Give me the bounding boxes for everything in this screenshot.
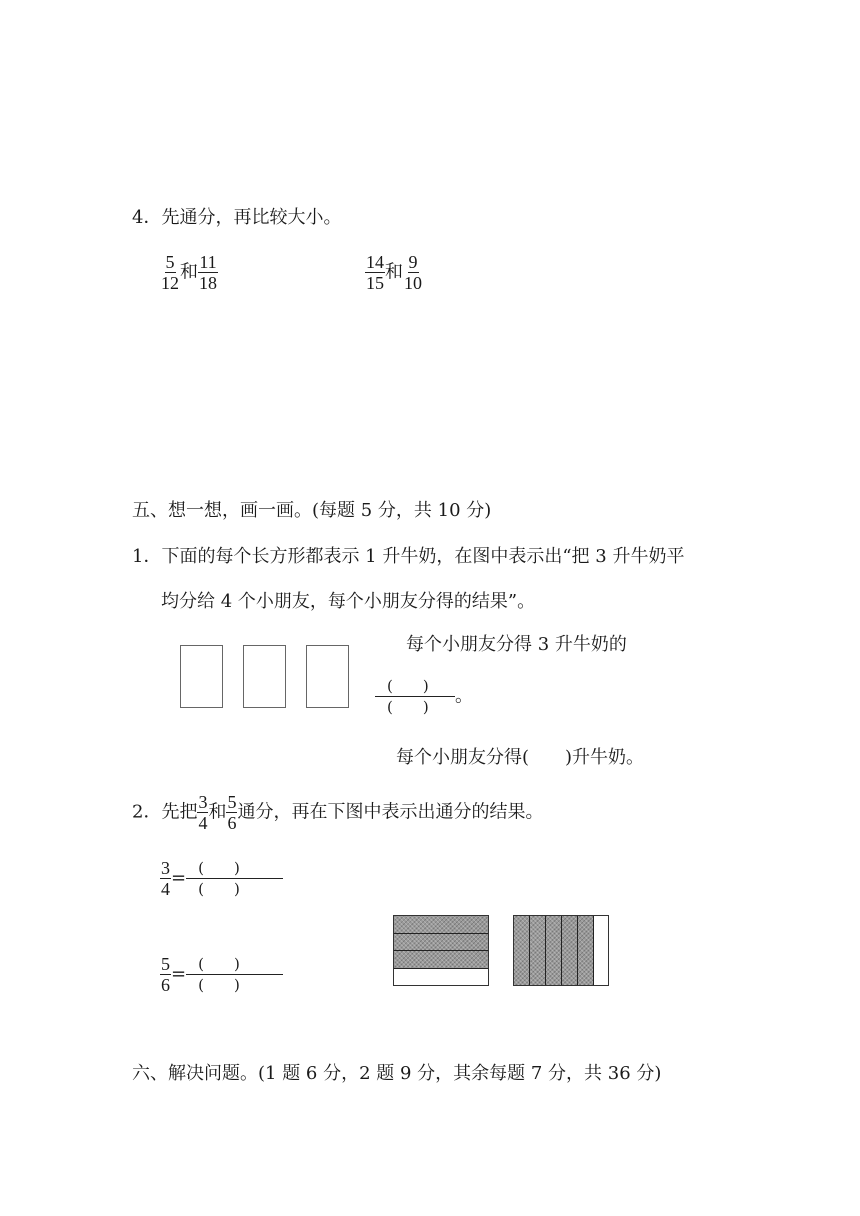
s5-q1-answer-fraction: [375, 676, 473, 717]
fraction: [197, 792, 208, 833]
period-text: 。: [455, 685, 473, 707]
blank-numerator[interactable]: ( ): [186, 858, 283, 879]
equals-sign: =: [171, 963, 187, 985]
numerator: 3: [198, 792, 208, 812]
shaded-region: [514, 916, 593, 985]
s5-q1-line2: 均分给 4 个小朋友，每个小朋友分得的结果”。: [161, 591, 536, 612]
equation-5-6: [160, 954, 283, 995]
q4-pair-2: [365, 252, 423, 293]
grid-line: [394, 933, 488, 934]
blank-denominator[interactable]: ( ): [198, 880, 240, 898]
numerator: 14: [366, 252, 384, 272]
denominator: 12: [161, 273, 179, 293]
milk-rectangle-3[interactable]: [306, 645, 349, 708]
denominator: 4: [198, 813, 208, 833]
section-5-heading: 五、想一想，画一画。(每题 5 分，共 10 分): [132, 500, 492, 521]
fraction: [226, 792, 237, 833]
blank-numerator[interactable]: ( ): [375, 676, 455, 697]
denominator: 6: [161, 975, 170, 995]
shaded-region: [394, 916, 488, 968]
grid-line: [561, 916, 562, 985]
milk-rectangle-1[interactable]: [180, 645, 223, 708]
section-6-heading: 六、解决问题。(1 题 6 分，2 题 9 分，其余每题 7 分，共 36 分): [132, 1063, 662, 1084]
blank-fraction: [375, 676, 455, 717]
fraction: [403, 252, 423, 293]
grid-line: [545, 916, 546, 985]
fraction-diagram-three-quarters: [393, 915, 489, 986]
joiner-text: 和: [180, 261, 198, 283]
milk-rectangle-2[interactable]: [243, 645, 286, 708]
numerator: 3: [161, 858, 170, 878]
blank-numerator[interactable]: ( ): [186, 954, 283, 975]
joiner-text: 和: [208, 801, 227, 823]
q2-prefix: 2．先把: [132, 801, 198, 823]
q4-heading: 4．先通分，再比较大小。: [132, 207, 342, 228]
joiner-text: 和: [385, 261, 403, 283]
blank-denominator[interactable]: ( ): [198, 976, 240, 994]
s5-q1-answer-line2: 每个小朋友分得( )升牛奶。: [396, 747, 645, 768]
fraction: [160, 858, 171, 899]
numerator: 5: [165, 252, 175, 272]
grid-line: [529, 916, 530, 985]
s5-q1-line1: 1．下面的每个长方形都表示 1 升牛奶，在图中表示出“把 3 升牛奶平: [132, 546, 685, 567]
fraction: [160, 252, 180, 293]
grid-line: [394, 950, 488, 951]
s5-q1-answer-line1: 每个小朋友分得 3 升牛奶的: [406, 634, 627, 655]
blank-fraction: [186, 954, 283, 995]
grid-line: [394, 968, 488, 969]
numerator: 5: [161, 954, 170, 974]
numerator: 11: [199, 252, 217, 272]
denominator: 6: [227, 813, 237, 833]
equation-3-4: [160, 858, 283, 899]
denominator: 15: [366, 273, 384, 293]
denominator: 10: [404, 273, 422, 293]
fraction: [365, 252, 385, 293]
fraction-diagram-five-sixths: [513, 915, 609, 986]
q4-pair-1: [160, 252, 218, 293]
grid-line: [593, 916, 594, 985]
fraction: [160, 954, 171, 995]
fraction: [198, 252, 218, 293]
numerator: 5: [227, 792, 237, 812]
grid-line: [577, 916, 578, 985]
q2-suffix: 通分，再在下图中表示出通分的结果。: [237, 801, 544, 823]
denominator: 4: [161, 879, 170, 899]
s5-q2-heading: [132, 792, 543, 833]
equals-sign: =: [171, 867, 187, 889]
denominator: 18: [199, 273, 217, 293]
numerator: 9: [408, 252, 418, 272]
blank-fraction: [186, 858, 283, 899]
blank-denominator[interactable]: ( ): [387, 698, 429, 716]
